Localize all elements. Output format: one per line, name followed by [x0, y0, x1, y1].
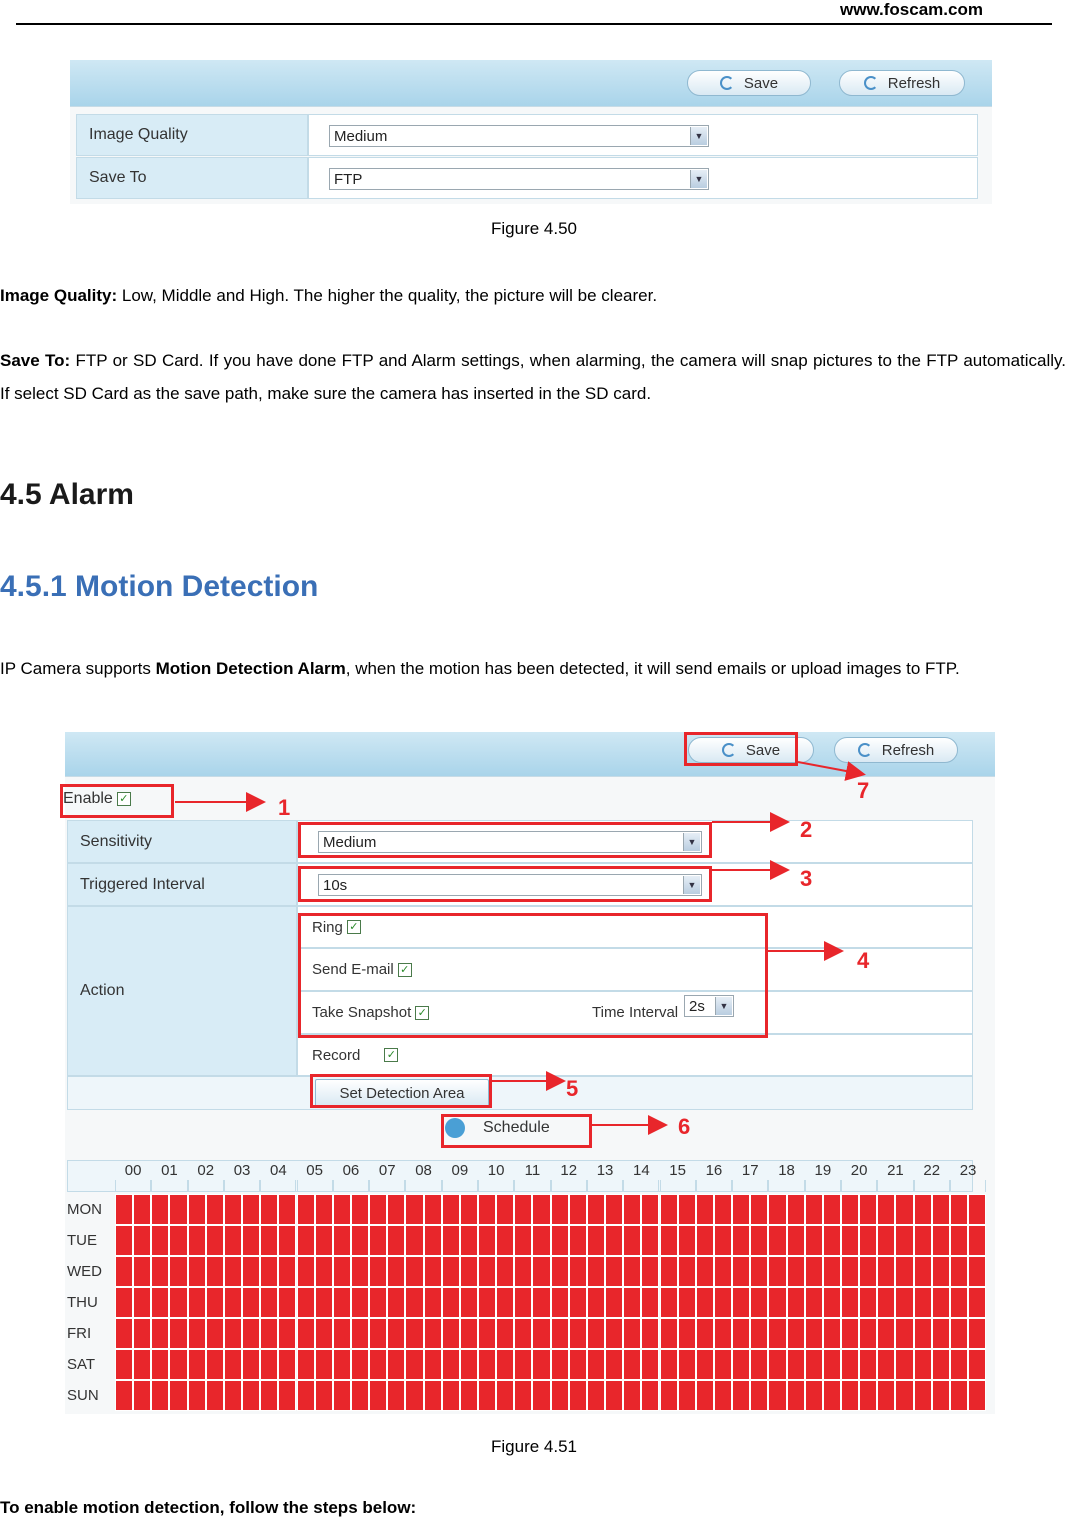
- time-interval-select[interactable]: 2s ▼: [684, 995, 734, 1017]
- day-label[interactable]: SAT: [67, 1356, 96, 1373]
- save-to-paragraph: Save To: FTP or SD Card. If you have done FTP and Alarm settings, when alarming, the camera will snap pictures to the FTP automatically. If select SD Card as the save path, make sure the camera has inserted in the SD card.: [0, 351, 1067, 403]
- motion-detection-paragraph: IP Camera supports Motion Detection Alarm, when the motion has been detected, it will send emails or upload images to FTP.: [0, 659, 960, 678]
- hour-label[interactable]: 02: [197, 1162, 215, 1179]
- hour-label[interactable]: 07: [378, 1162, 396, 1179]
- chevron-down-icon: ▼: [683, 833, 700, 851]
- save-to-label: Save To: [76, 157, 308, 199]
- checkbox-checked-icon[interactable]: ✓: [384, 1048, 398, 1062]
- day-label[interactable]: THU: [67, 1294, 98, 1311]
- chevron-down-icon: ▼: [690, 127, 707, 145]
- hour-label[interactable]: 21: [887, 1162, 904, 1179]
- hour-label[interactable]: 22: [923, 1162, 941, 1179]
- hour-label[interactable]: 16: [705, 1162, 723, 1179]
- callout-number-5: 5: [566, 1076, 579, 1101]
- hour-label[interactable]: 23: [959, 1162, 977, 1179]
- callout-number-6: 6: [678, 1114, 691, 1139]
- refresh-label: Refresh: [881, 741, 935, 759]
- hour-label[interactable]: 11: [524, 1162, 541, 1179]
- checkbox-checked-icon[interactable]: ✓: [415, 1006, 429, 1020]
- callout-number-4: 4: [857, 948, 870, 973]
- hour-label[interactable]: 05: [306, 1162, 323, 1179]
- day-label[interactable]: TUE: [67, 1232, 97, 1249]
- checkbox-checked-icon[interactable]: ✓: [347, 920, 361, 934]
- callout-number-3: 3: [800, 866, 813, 891]
- day-label[interactable]: FRI: [67, 1325, 92, 1342]
- callout-number-1: 1: [278, 795, 291, 820]
- save-label: Save: [745, 741, 781, 759]
- checkbox-checked-icon[interactable]: ✓: [117, 792, 131, 806]
- figure-4-51-caption: Figure 4.51: [491, 1437, 577, 1456]
- site-url: www.foscam.com: [840, 0, 983, 19]
- triggered-interval-select[interactable]: 10s ▼: [318, 874, 702, 896]
- image-quality-label: Image Quality: [76, 114, 308, 156]
- hour-label[interactable]: 08: [415, 1162, 432, 1179]
- hour-label[interactable]: 20: [850, 1162, 868, 1179]
- hour-label[interactable]: 15: [669, 1162, 686, 1179]
- chevron-down-icon: ▼: [683, 876, 700, 894]
- hour-label[interactable]: 12: [560, 1162, 578, 1179]
- sensitivity-select[interactable]: Medium ▼: [318, 831, 702, 853]
- chevron-down-icon: ▼: [690, 170, 707, 188]
- schedule-title: Schedule: [445, 1118, 550, 1138]
- day-label[interactable]: MON: [67, 1201, 102, 1218]
- hour-label[interactable]: 09: [451, 1162, 469, 1179]
- day-label[interactable]: WED: [67, 1263, 102, 1280]
- take-snapshot-row: Take Snapshot ✓ Time Interval 2s ▼: [297, 991, 973, 1034]
- hour-label[interactable]: 06: [342, 1162, 360, 1179]
- save-to-select[interactable]: FTP ▼: [329, 168, 709, 190]
- hour-label[interactable]: 14: [632, 1162, 650, 1179]
- sensitivity-label: Sensitivity: [67, 820, 297, 863]
- save-label: Save: [743, 74, 779, 92]
- hour-label[interactable]: 17: [741, 1162, 759, 1179]
- refresh-label: Refresh: [887, 74, 941, 92]
- time-interval-label: Time Interval: [592, 1004, 679, 1021]
- hour-label[interactable]: 03: [233, 1162, 251, 1179]
- hour-label[interactable]: 18: [778, 1162, 795, 1179]
- day-label[interactable]: SUN: [67, 1387, 99, 1404]
- ring-row: Ring ✓: [297, 906, 973, 948]
- enable-toggle[interactable]: Enable ✓: [63, 790, 131, 808]
- checkbox-checked-icon[interactable]: ✓: [398, 963, 412, 977]
- steps-heading: To enable motion detection, follow the steps below:: [0, 1498, 417, 1517]
- hour-label[interactable]: 00: [124, 1162, 142, 1179]
- set-detection-area-button[interactable]: Set Detection Area: [315, 1079, 489, 1107]
- section-heading-motion-detection: 4.5.1 Motion Detection: [0, 570, 319, 603]
- section-heading-alarm: 4.5 Alarm: [0, 478, 134, 511]
- callout-number-7: 7: [857, 778, 870, 803]
- hour-label[interactable]: 10: [487, 1162, 505, 1179]
- hour-label[interactable]: 19: [814, 1162, 832, 1179]
- record-row: Record ✓: [297, 1034, 973, 1076]
- hour-label[interactable]: 04: [269, 1162, 287, 1179]
- arrow-7: [798, 762, 862, 774]
- hour-label[interactable]: 01: [161, 1162, 178, 1179]
- figure-4-50-caption: Figure 4.50: [491, 219, 577, 238]
- image-quality-select[interactable]: Medium ▼: [329, 125, 709, 147]
- image-quality-paragraph: Image Quality: Low, Middle and High. The higher the quality, the picture will be clearer.: [0, 286, 658, 305]
- send-email-row: Send E-mail ✓: [297, 948, 973, 991]
- triggered-interval-label: Triggered Interval: [67, 863, 297, 906]
- hour-label[interactable]: 13: [596, 1162, 614, 1179]
- action-label: Action: [67, 906, 297, 1076]
- callout-number-2: 2: [800, 817, 813, 842]
- chevron-down-icon: ▼: [715, 997, 732, 1015]
